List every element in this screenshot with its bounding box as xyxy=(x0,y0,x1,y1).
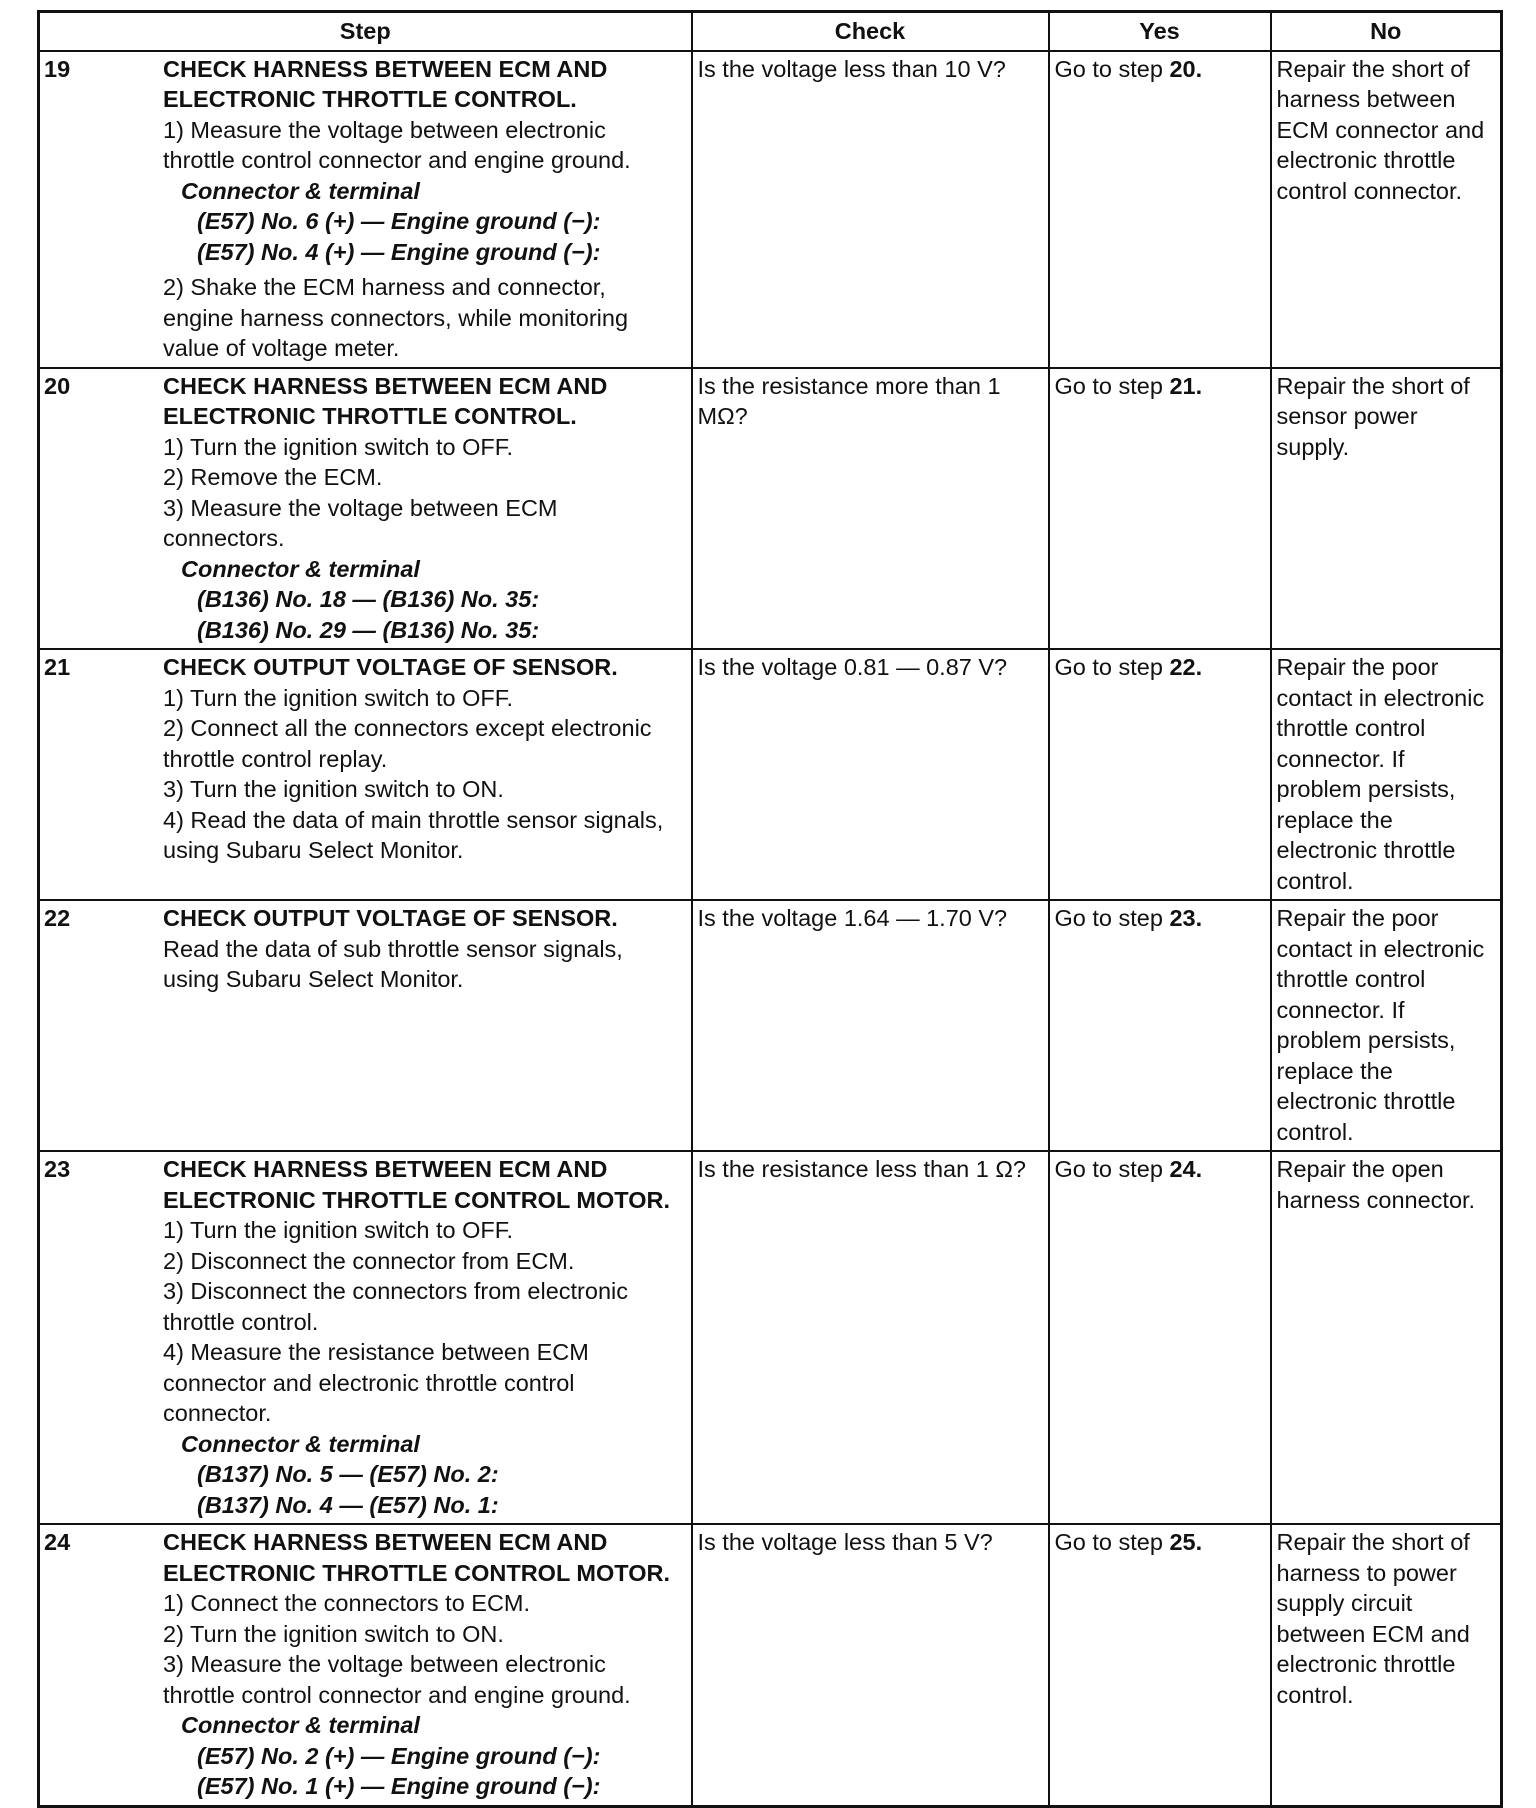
step-body xyxy=(163,652,686,866)
check-cell: Is the voltage 1.64 — 1.70 V? xyxy=(692,900,1049,1151)
connector-terminal-line: (E57) No. 6 (+) — Engine ground (−): xyxy=(197,208,601,234)
yes-text: Go to step xyxy=(1054,905,1170,931)
step-number: 24 xyxy=(44,1529,71,1555)
step-instruction: 3) Turn the ignition switch to ON. xyxy=(163,776,504,802)
step-instruction: 1) Turn the ignition switch to OFF. xyxy=(163,433,514,460)
yes-step-number: 25. xyxy=(1169,1529,1203,1555)
step-instruction: 1) Turn the ignition switch to OFF. xyxy=(163,684,514,711)
table-row xyxy=(39,900,1502,1151)
yes-cell xyxy=(1049,368,1271,650)
step-number: 20 xyxy=(44,372,71,399)
check-cell: Is the resistance less than 1 Ω? xyxy=(692,1151,1049,1524)
step-body xyxy=(163,371,686,646)
yes-text: Go to step xyxy=(1054,1156,1170,1182)
table-row xyxy=(39,1151,1502,1524)
step-instruction: 2) Turn the ignition switch to ON. xyxy=(163,1620,504,1647)
step-instruction: 1) Measure the voltage between electronic throttle control connector and engine ground. xyxy=(163,116,631,173)
connector-terminal-heading: Connector & terminal xyxy=(181,177,420,204)
check-cell: Is the voltage less than 5 V? xyxy=(692,1524,1049,1806)
yes-text: Go to step xyxy=(1054,1529,1170,1555)
no-cell: Repair the poor contact in electronic throttle control connector. If problem persists, replace the electronic throttle control. xyxy=(1271,900,1502,1151)
step-instruction: 2) Disconnect the connector from ECM. xyxy=(163,1247,575,1274)
step-cell xyxy=(39,649,692,900)
connector-terminal-line: (E57) No. 4 (+) — Engine ground (−): xyxy=(197,238,601,265)
connector-terminal-line: (E57) No. 2 (+) — Engine ground (−): xyxy=(197,1742,601,1769)
connector-terminal-line: (B137) No. 5 — (E57) No. 2: xyxy=(197,1461,499,1487)
step-title: CHECK HARNESS BETWEEN ECM AND ELECTRONIC THROTTLE CONTROL. xyxy=(163,55,608,112)
header-yes: Yes xyxy=(1049,12,1271,51)
yes-cell xyxy=(1049,649,1271,900)
step-number: 19 xyxy=(44,55,71,82)
diagnostic-table xyxy=(37,10,1503,1808)
connector-terminal-heading: Connector & terminal xyxy=(181,1712,420,1738)
step-cell xyxy=(39,368,692,650)
no-cell: Repair the open harness connector. xyxy=(1271,1151,1502,1524)
diagnostic-procedure-page xyxy=(37,10,1500,1808)
check-cell: Is the voltage 0.81 — 0.87 V? xyxy=(692,649,1049,900)
step-title: CHECK HARNESS BETWEEN ECM AND ELECTRONIC THROTTLE CONTROL MOTOR. xyxy=(163,1529,670,1586)
yes-cell xyxy=(1049,51,1271,368)
step-number: 21 xyxy=(44,654,71,680)
step-instruction: 3) Measure the voltage between electronic throttle control connector and engine ground. xyxy=(163,1651,631,1708)
table-body xyxy=(39,51,1502,1807)
step-body xyxy=(163,1154,686,1520)
yes-cell xyxy=(1049,1524,1271,1806)
connector-terminal-line: (B137) No. 4 — (E57) No. 1: xyxy=(197,1491,499,1518)
step-instruction: 3) Disconnect the connectors from electronic throttle control. xyxy=(163,1278,628,1335)
connector-terminal-line: (B136) No. 29 — (B136) No. 35: xyxy=(197,616,540,643)
step-cell xyxy=(39,51,692,368)
header-no: No xyxy=(1271,12,1502,51)
yes-cell xyxy=(1049,900,1271,1151)
step-cell xyxy=(39,900,692,1151)
connector-terminal-line: (E57) No. 1 (+) — Engine ground (−): xyxy=(197,1773,601,1799)
step-title: CHECK HARNESS BETWEEN ECM AND ELECTRONIC THROTTLE CONTROL MOTOR. xyxy=(163,1156,670,1213)
check-cell: Is the resistance more than 1 MΩ? xyxy=(692,368,1049,650)
step-instruction: 1) Turn the ignition switch to OFF. xyxy=(163,1217,514,1243)
yes-text: Go to step xyxy=(1054,372,1170,399)
yes-cell xyxy=(1049,1151,1271,1524)
step-body xyxy=(163,903,686,995)
no-cell: Repair the short of harness between ECM connector and electronic throttle control connector. xyxy=(1271,51,1502,368)
table-row xyxy=(39,1524,1502,1806)
step-cell xyxy=(39,1524,692,1806)
step-title: CHECK OUTPUT VOLTAGE OF SENSOR. xyxy=(163,654,618,680)
step-title: CHECK OUTPUT VOLTAGE OF SENSOR. xyxy=(163,905,618,931)
yes-step-number: 22. xyxy=(1169,654,1203,680)
yes-step-number: 23. xyxy=(1169,905,1203,931)
yes-step-number: 20. xyxy=(1169,55,1203,82)
step-instruction: 4) Measure the resistance between ECM connector and electronic throttle control connector. xyxy=(163,1339,589,1426)
step-body xyxy=(163,54,686,364)
yes-text: Go to step xyxy=(1054,55,1170,82)
step-instruction: 2) Shake the ECM harness and connector, engine harness connectors, while monitoring value of voltage meter. xyxy=(163,274,629,361)
step-body xyxy=(163,1527,686,1802)
step-number: 23 xyxy=(44,1156,71,1182)
header-step: Step xyxy=(39,12,692,51)
no-cell: Repair the poor contact in electronic throttle control connector. If problem persists, replace the electronic throttle control. xyxy=(1271,649,1502,900)
step-cell xyxy=(39,1151,692,1524)
connector-terminal-heading: Connector & terminal xyxy=(181,1430,420,1457)
step-instruction: 2) Connect all the connectors except electronic throttle control replay. xyxy=(163,715,652,772)
yes-text: Go to step xyxy=(1054,654,1170,680)
table-header xyxy=(39,12,1502,51)
connector-terminal-heading: Connector & terminal xyxy=(181,555,420,582)
step-instruction: 4) Read the data of main throttle sensor signals, using Subaru Select Monitor. xyxy=(163,806,664,863)
yes-step-number: 21. xyxy=(1169,372,1203,399)
yes-step-number: 24. xyxy=(1169,1156,1203,1182)
table-row xyxy=(39,51,1502,368)
table-row xyxy=(39,368,1502,650)
no-cell: Repair the short of harness to power supply circuit between ECM and electronic throttle control. xyxy=(1271,1524,1502,1806)
header-check: Check xyxy=(692,12,1049,51)
step-number: 22 xyxy=(44,905,71,931)
connector-terminal-line: (B136) No. 18 — (B136) No. 35: xyxy=(197,586,540,612)
table-row xyxy=(39,649,1502,900)
step-instruction: 2) Remove the ECM. xyxy=(163,464,383,490)
step-instruction: 3) Measure the voltage between ECM connectors. xyxy=(163,494,558,551)
step-instruction: Read the data of sub throttle sensor signals, using Subaru Select Monitor. xyxy=(163,935,623,992)
no-cell: Repair the short of sensor power supply. xyxy=(1271,368,1502,650)
header-row xyxy=(39,12,1502,51)
check-cell: Is the voltage less than 10 V? xyxy=(692,51,1049,368)
step-instruction: 1) Connect the connectors to ECM. xyxy=(163,1590,531,1616)
step-title: CHECK HARNESS BETWEEN ECM AND ELECTRONIC THROTTLE CONTROL. xyxy=(163,372,608,429)
